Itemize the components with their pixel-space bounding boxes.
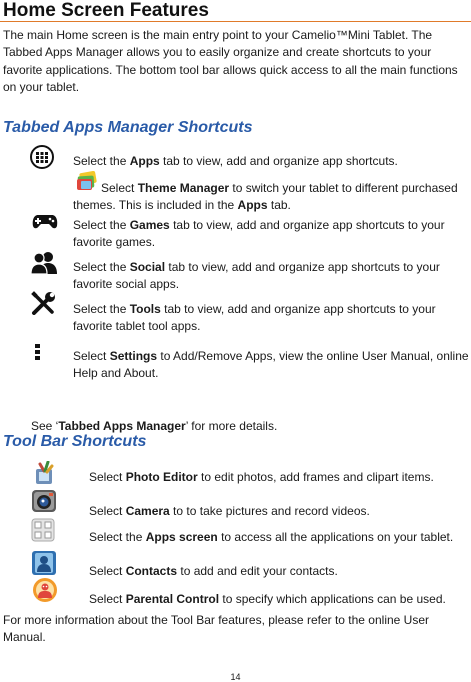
page-number: 14 <box>230 672 241 682</box>
social-people-icon <box>31 250 57 279</box>
toolbar-more-info: For more information about the Tool Bar features, please refer to the online User Manual. <box>3 613 430 645</box>
settings-menu-icon <box>35 344 41 365</box>
camera-icon <box>31 489 57 518</box>
apps-screen-icon <box>31 518 55 547</box>
intro-paragraph: The main Home screen is the main entry point to your Camelio™Mini Tablet. The Tabbed Apps Manager allows you to easily organize and create shortcuts to your favorite applications. The bottom tool bar allows quick access to all the main functions on your tablet. <box>3 28 458 95</box>
tabbed-item-social: Select the Social tab to view, add and organize app shortcuts to your favorite social apps. <box>73 260 440 292</box>
tools-icon <box>31 291 57 320</box>
toolbar-item-apps-screen: Select the Apps screen to access all the applications on your tablet. <box>89 530 454 544</box>
toolbar-item-contacts: Select Contacts to add and edit your contacts. <box>89 564 338 578</box>
tabbed-item-tools: Select the Tools tab to view, add and organize app shortcuts to your favorite tablet tool apps. <box>73 302 436 334</box>
photo-editor-icon <box>32 461 56 490</box>
toolbar-item-photo-editor: Select Photo Editor to edit photos, add frames and clipart items. <box>89 470 434 484</box>
tabbed-item-apps: Select the Apps tab to view, add and organize app shortcuts. <box>73 154 398 168</box>
parental-control-icon <box>32 577 58 608</box>
toolbar-section-heading: Tool Bar Shortcuts <box>3 433 147 450</box>
toolbar-item-camera: Select Camera to to take pictures and record videos. <box>89 504 370 518</box>
page-title: Home Screen Features <box>3 0 209 21</box>
tabbed-item-settings: Select Settings to Add/Remove Apps, view the online User Manual, online Help and About. <box>73 349 469 381</box>
tabbed-item-games: Select the Games tab to view, add and organize app shortcuts to your favorite games. <box>73 218 445 250</box>
toolbar-item-parental-control: Select Parental Control to specify which applications can be used. <box>89 592 446 606</box>
apps-grid-icon <box>30 145 54 174</box>
tabbed-item-theme-manager: Select Theme Manager to switch your tablet to different purchased themes. This is included in the Apps tab. <box>73 181 458 213</box>
title-divider <box>0 21 471 22</box>
tabbed-section-heading: Tabbed Apps Manager Shortcuts <box>3 119 253 136</box>
tabbed-see-more-note: See ‘Tabbed Apps Manager’ for more details. <box>31 419 278 433</box>
gamepad-icon <box>32 214 58 235</box>
